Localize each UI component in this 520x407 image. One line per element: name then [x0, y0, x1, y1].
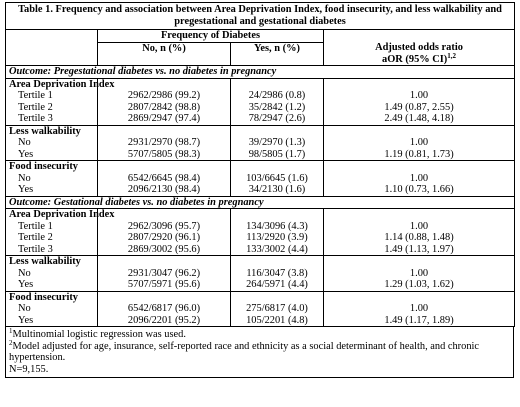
group-blank — [231, 291, 324, 303]
row-label: Tertile 2 — [6, 232, 98, 244]
outcome-row — [6, 196, 515, 209]
group-blank — [98, 161, 231, 173]
group-name: Area Deprivation Index — [6, 209, 98, 221]
group-blank — [231, 209, 324, 221]
table-row — [6, 102, 515, 114]
header-aor-line1: Adjusted odds ratio — [375, 42, 463, 53]
header-blank-right — [324, 30, 515, 43]
group-blank — [324, 78, 515, 90]
group-header-row — [6, 291, 515, 303]
cell-no: 5707/5971 (95.6) — [98, 279, 231, 291]
cell-yes: 39/2970 (1.3) — [231, 137, 324, 149]
header-blank — [6, 30, 98, 43]
cell-no: 2962/2986 (99.2) — [98, 90, 231, 102]
footnote-text: Model adjusted for age, insurance, self-reported race and ethnicity as a social determinant of health, and chronic hypertension. — [9, 340, 480, 363]
cell-no: 6542/6817 (96.0) — [98, 303, 231, 315]
group-blank — [98, 291, 231, 303]
cell-aor: 1.10 (0.73, 1.66) — [324, 184, 515, 196]
cell-no: 2931/2970 (98.7) — [98, 137, 231, 149]
footnote-text: Multinomial logistic regression was used. — [12, 329, 186, 340]
cell-aor: 1.00 — [324, 303, 515, 315]
header-label-cell — [6, 42, 98, 66]
cell-yes: 78/2947 (2.6) — [231, 113, 324, 125]
cell-aor: 1.49 (1.13, 1.97) — [324, 244, 515, 256]
cell-aor: 1.14 (0.88, 1.48) — [324, 232, 515, 244]
cell-aor: 1.00 — [324, 173, 515, 185]
outcome-row — [6, 66, 515, 79]
table-row — [6, 221, 515, 233]
cell-no: 2869/2947 (97.4) — [98, 113, 231, 125]
footnote — [9, 364, 510, 376]
cell-no: 2807/2920 (96.1) — [98, 232, 231, 244]
footnote-text: N=9,155. — [9, 363, 49, 375]
table-row — [6, 315, 515, 327]
row-label: Tertile 1 — [6, 90, 98, 102]
group-blank — [231, 161, 324, 173]
group-blank — [231, 256, 324, 268]
document — [5, 2, 514, 378]
row-label: Yes — [6, 149, 98, 161]
results-table — [5, 2, 515, 327]
cell-aor: 1.00 — [324, 137, 515, 149]
cell-aor: 1.49 (1.17, 1.89) — [324, 315, 515, 327]
table-row — [6, 184, 515, 196]
table-row — [6, 90, 515, 102]
footnote-marker: 1 — [9, 327, 13, 335]
cell-no: 6542/6645 (98.4) — [98, 173, 231, 185]
cell-no: 2096/2130 (98.4) — [98, 184, 231, 196]
table-row — [6, 173, 515, 185]
group-blank — [98, 209, 231, 221]
header-aor-sup: 1,2 — [447, 51, 457, 60]
group-blank — [98, 78, 231, 90]
table-row — [6, 149, 515, 161]
group-blank — [98, 256, 231, 268]
group-name: Less walkability — [6, 125, 98, 137]
cell-yes: 24/2986 (0.8) — [231, 90, 324, 102]
table-row — [6, 244, 515, 256]
table-row — [6, 303, 515, 315]
cell-yes: 103/6645 (1.6) — [231, 173, 324, 185]
table-title: Table 1. Frequency and association between Area Deprivation Index, food insecurity, and less walkability and pregestational and gestational diabetes — [6, 3, 515, 30]
group-header-row — [6, 256, 515, 268]
table-row — [6, 268, 515, 280]
row-label: No — [6, 137, 98, 149]
row-label: Yes — [6, 184, 98, 196]
outcome-label: Outcome: Pregestational diabetes vs. no diabetes in pregnancy — [6, 66, 515, 79]
header-no: No, n (%) — [98, 42, 231, 66]
row-label: Tertile 1 — [6, 221, 98, 233]
table-row — [6, 137, 515, 149]
row-label: Tertile 2 — [6, 102, 98, 114]
row-label: Tertile 3 — [6, 113, 98, 125]
cell-yes: 116/3047 (3.8) — [231, 268, 324, 280]
footnote — [9, 338, 510, 364]
cell-aor: 1.00 — [324, 90, 515, 102]
row-label: No — [6, 303, 98, 315]
cell-yes: 34/2130 (1.6) — [231, 184, 324, 196]
group-header-row — [6, 125, 515, 137]
cell-yes: 105/2201 (4.8) — [231, 315, 324, 327]
group-blank — [231, 125, 324, 137]
group-blank — [98, 125, 231, 137]
cell-yes: 113/2920 (3.9) — [231, 232, 324, 244]
group-blank — [231, 78, 324, 90]
footnote — [9, 329, 510, 341]
row-label: Tertile 3 — [6, 244, 98, 256]
footnotes — [5, 327, 514, 378]
cell-aor: 1.00 — [324, 268, 515, 280]
cell-no: 2807/2842 (98.8) — [98, 102, 231, 114]
group-blank — [324, 209, 515, 221]
footnote-marker: 2 — [9, 338, 13, 347]
cell-no: 2869/3002 (95.6) — [98, 244, 231, 256]
cell-aor: 1.19 (0.81, 1.73) — [324, 149, 515, 161]
table-row — [6, 113, 515, 125]
table-row — [6, 279, 515, 291]
header-aor — [324, 42, 515, 66]
cell-yes: 134/3096 (4.3) — [231, 221, 324, 233]
row-label: No — [6, 173, 98, 185]
table-row — [6, 232, 515, 244]
cell-no: 2931/3047 (96.2) — [98, 268, 231, 280]
outcome-label: Outcome: Gestational diabetes vs. no diabetes in pregnancy — [6, 196, 515, 209]
cell-yes: 264/5971 (4.4) — [231, 279, 324, 291]
cell-no: 5707/5805 (98.3) — [98, 149, 231, 161]
cell-aor: 1.49 (0.87, 2.55) — [324, 102, 515, 114]
group-name: Food insecurity — [6, 291, 98, 303]
group-blank — [324, 256, 515, 268]
row-label: Yes — [6, 279, 98, 291]
cell-no: 2962/3096 (95.7) — [98, 221, 231, 233]
cell-aor: 1.29 (1.03, 1.62) — [324, 279, 515, 291]
group-blank — [324, 161, 515, 173]
group-header-row — [6, 161, 515, 173]
cell-aor: 1.00 — [324, 221, 515, 233]
group-name: Area Deprivation Index — [6, 78, 98, 90]
group-header-row — [6, 209, 515, 221]
cell-yes: 35/2842 (1.2) — [231, 102, 324, 114]
group-name: Food insecurity — [6, 161, 98, 173]
group-blank — [324, 291, 515, 303]
header-yes: Yes, n (%) — [231, 42, 324, 66]
group-blank — [324, 125, 515, 137]
group-name: Less walkability — [6, 256, 98, 268]
row-label: Yes — [6, 315, 98, 327]
cell-no: 2096/2201 (95.2) — [98, 315, 231, 327]
header-aor-line2: aOR (95% CI) — [382, 53, 448, 65]
cell-yes: 133/3002 (4.4) — [231, 244, 324, 256]
group-header-row — [6, 78, 515, 90]
cell-aor: 2.49 (1.48, 4.18) — [324, 113, 515, 125]
cell-yes: 275/6817 (4.0) — [231, 303, 324, 315]
header-group: Frequency of Diabetes — [98, 30, 324, 43]
row-label: No — [6, 268, 98, 280]
cell-yes: 98/5805 (1.7) — [231, 149, 324, 161]
